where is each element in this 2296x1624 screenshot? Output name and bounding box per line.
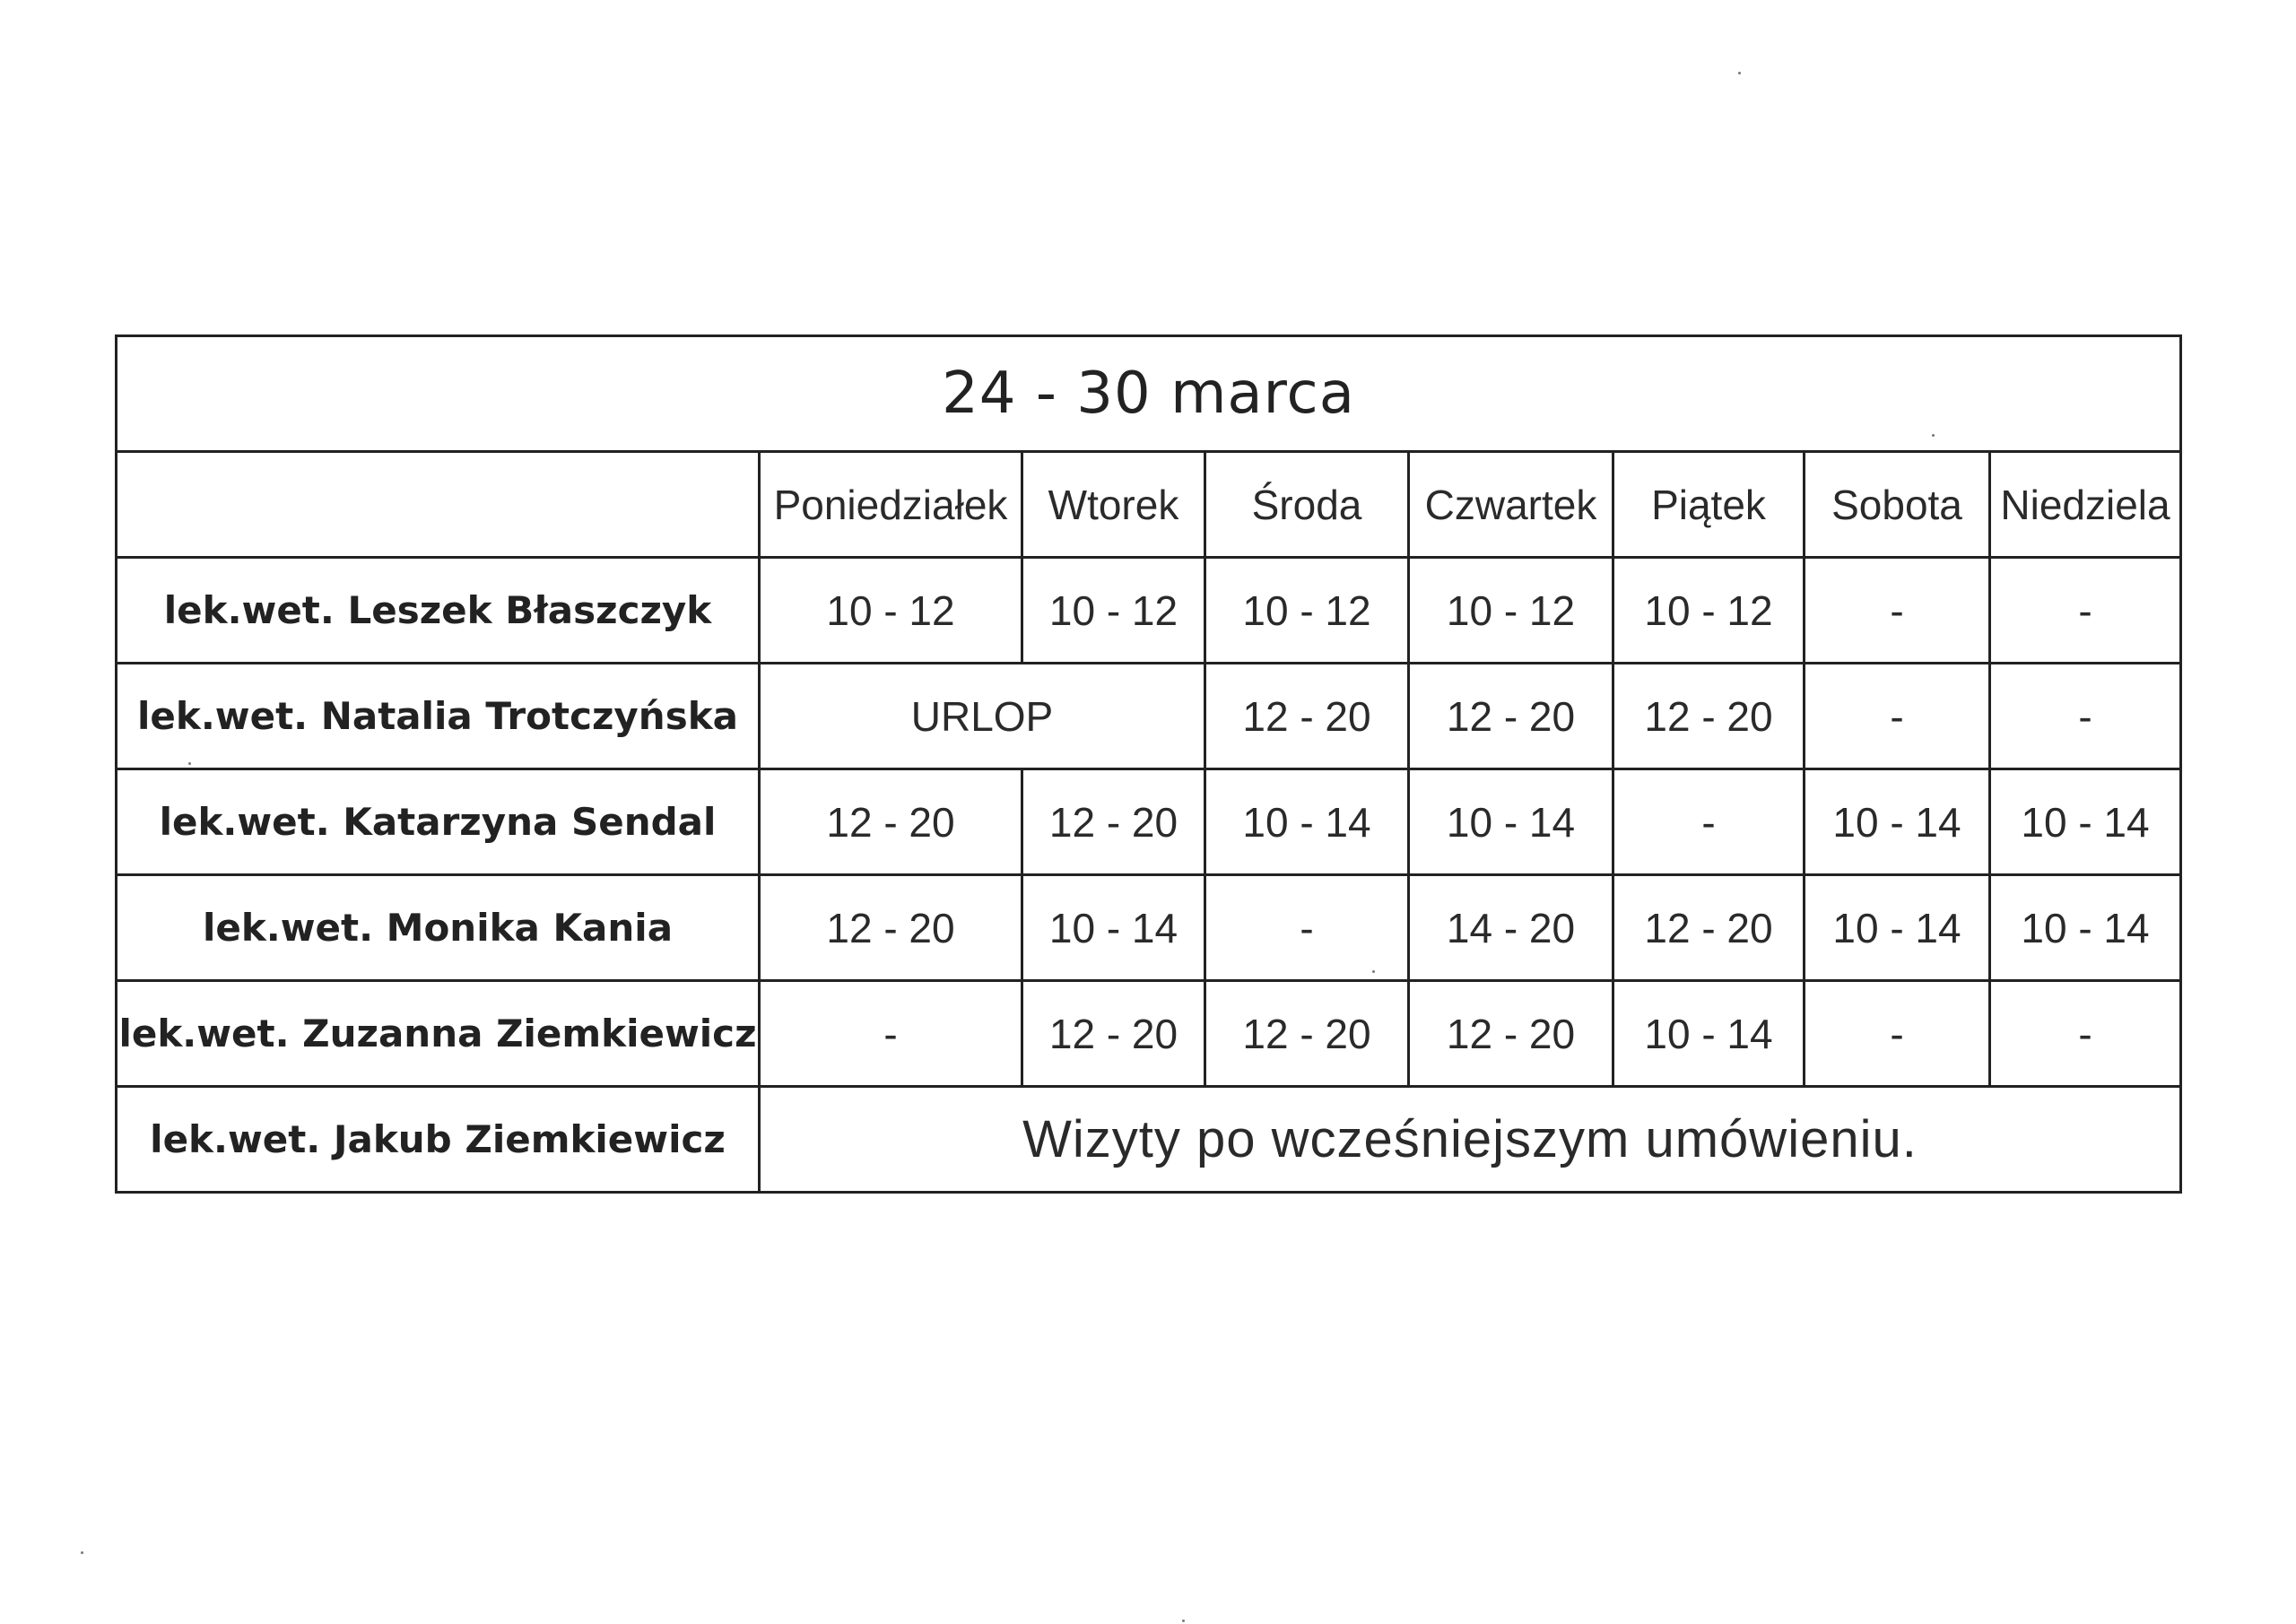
hours-cell: 10 - 12 [1409,558,1613,664]
hours-cell: - [1990,558,2181,664]
title-row [117,336,2181,452]
header-day-monday: Poniedziałek [760,452,1022,558]
hours-cell: 14 - 20 [1409,875,1613,981]
hours-cell: 10 - 12 [760,558,1022,664]
header-day-sunday: Niedziela [1990,452,2181,558]
hours-cell: 10 - 14 [1205,769,1409,875]
scan-speck [1738,72,1741,74]
schedule-row [117,664,2181,769]
hours-cell: 12 - 20 [1409,981,1613,1087]
hours-cell: - [1805,664,1990,769]
schedule-row [117,1087,2181,1193]
vet-name: lek.wet. Zuzanna Ziemkiewicz [117,981,760,1087]
hours-cell: - [1990,664,2181,769]
hours-cell: 10 - 12 [1022,558,1205,664]
hours-cell: 10 - 12 [1205,558,1409,664]
hours-cell: 12 - 20 [1613,875,1805,981]
hours-cell: 10 - 14 [1990,769,2181,875]
hours-cell: 10 - 14 [1805,875,1990,981]
schedule-row [117,769,2181,875]
hours-cell: 12 - 20 [1409,664,1613,769]
hours-cell: 12 - 20 [1205,981,1409,1087]
hours-cell: 12 - 20 [760,875,1022,981]
vet-name: lek.wet. Monika Kania [117,875,760,981]
header-day-wednesday: Środa [1205,452,1409,558]
header-row [117,452,2181,558]
schedule-row [117,558,2181,664]
header-day-saturday: Sobota [1805,452,1990,558]
hours-cell: 10 - 14 [1613,981,1805,1087]
vet-name: lek.wet. Katarzyna Sendal [117,769,760,875]
schedule-title: 24 - 30 marca [117,336,2181,452]
hours-cell: 12 - 20 [1022,769,1205,875]
vet-name: lek.wet. Jakub Ziemkiewicz [117,1087,760,1193]
hours-cell: 12 - 20 [760,769,1022,875]
scan-speck [1182,1620,1185,1622]
hours-cell: 10 - 14 [1990,875,2181,981]
hours-cell: - [760,981,1022,1087]
header-day-friday: Piątek [1613,452,1805,558]
hours-cell: 10 - 12 [1613,558,1805,664]
schedule-row [117,981,2181,1087]
hours-cell: 10 - 14 [1409,769,1613,875]
header-blank-cell [117,452,760,558]
header-day-tuesday: Wtorek [1022,452,1205,558]
schedule-table [115,334,2182,1194]
header-day-thursday: Czwartek [1409,452,1613,558]
scan-speck [81,1551,83,1554]
hours-cell: 12 - 20 [1613,664,1805,769]
hours-cell: - [1805,981,1990,1087]
hours-cell: 10 - 14 [1022,875,1205,981]
vet-name: lek.wet. Leszek Błaszczyk [117,558,760,664]
appointment-note: Wizyty po wcześniejszym umówieniu. [760,1087,2181,1193]
hours-cell: - [1805,558,1990,664]
schedule-row [117,875,2181,981]
hours-cell: - [1205,875,1409,981]
hours-cell: 12 - 20 [1022,981,1205,1087]
vet-name: lek.wet. Natalia Trotczyńska [117,664,760,769]
hours-cell: 12 - 20 [1205,664,1409,769]
hours-cell: 10 - 14 [1805,769,1990,875]
hours-cell: - [1990,981,2181,1087]
hours-cell: - [1613,769,1805,875]
leave-cell: URLOP [760,664,1205,769]
